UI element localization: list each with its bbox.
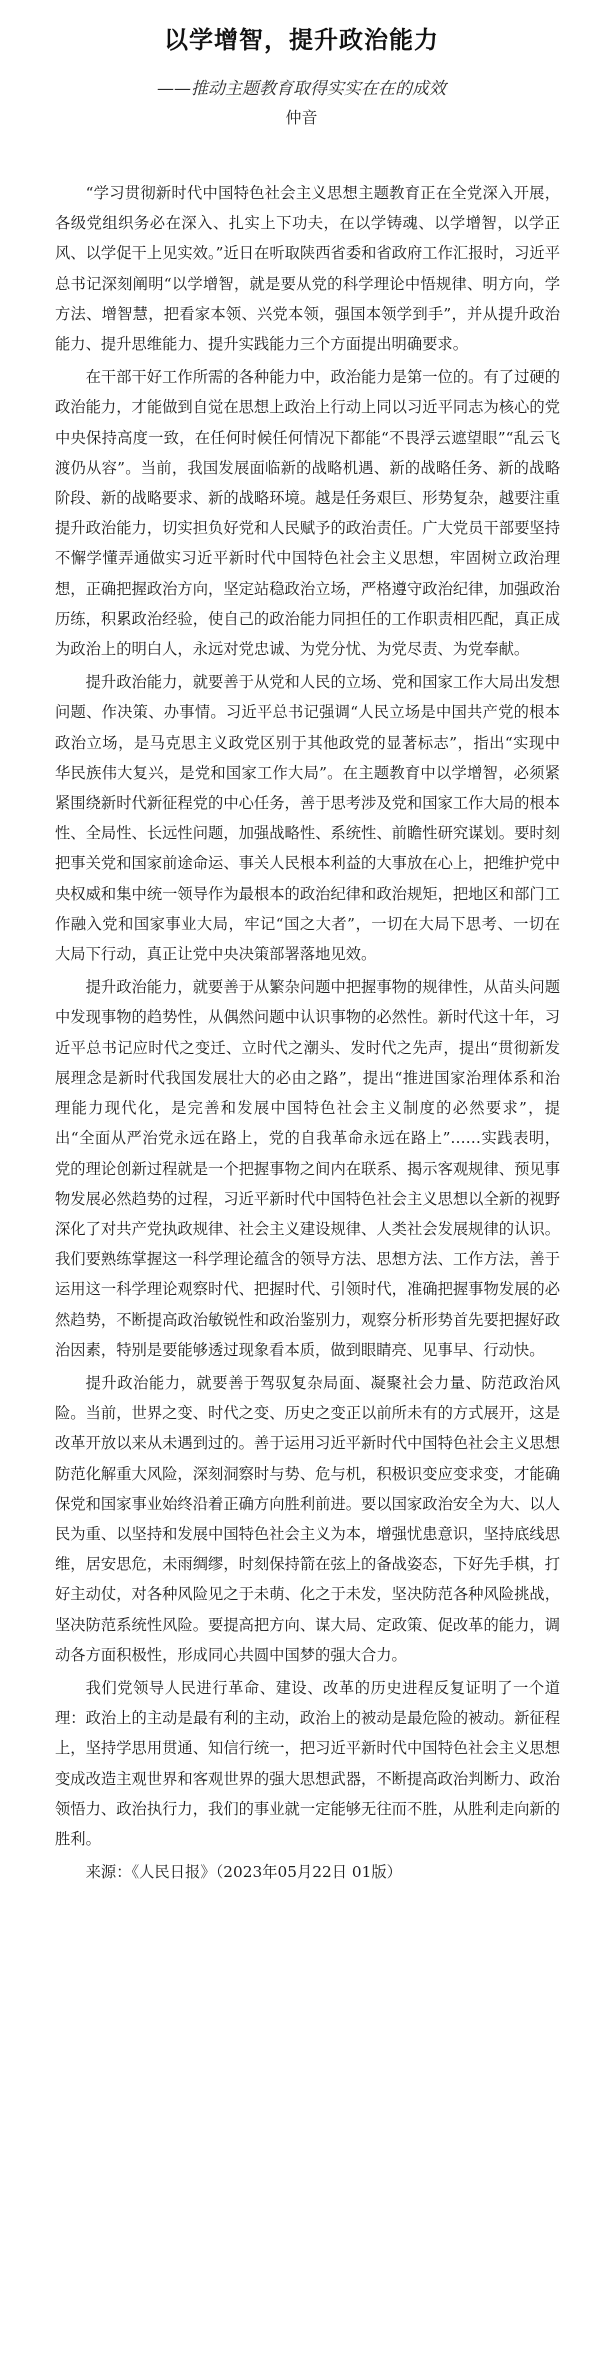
- article-subtitle: ——推动主题教育取得实实在在的成效: [157, 79, 446, 99]
- article-author: 仲音: [285, 108, 318, 127]
- article-source: 来源：《人民日报》（2023年05月22日 01版）: [85, 1863, 402, 1882]
- paragraph: 提升政治能力，就要善于从党和人民的立场、党和国家工作大局出发想问题、作决策、办事情。习近平总书记强调“人民立场是中国共产党的根本政治立场，是马克思主义政党区别于其他政党的显著标志”，指出“实现中华民族伟大复兴，是党和国家工作大局”。在主题教育中以学增智，必须紧紧围绕新时代新征程党的中心任务，善于思考涉及党和国家工作大局的根本性、全局性、长远性问题，加强战略性、系统性、前瞻性研究谋划。要时刻把事关党和国家前途命运、事关人民根本利益的大事放在心上，把维护党中央权威和集中统一领导作为最根本的政治纪律和政治规矩，把地区和部门工作融入党和国家事业大局，牢记“国之大者”，一切在大局下思考、一切在大局下行动，真正让党中央决策部署落地见效。: [55, 673, 560, 964]
- paragraph: 提升政治能力，就要善于从繁杂问题中把握事物的规律性，从苗头问题中发现事物的趋势性，从偶然问题中认识事物的必然性。新时代这十年，习近平总书记应时代之变迁、立时代之潮头、发时代之先声，提出“贯彻新发展理念是新时代我国发展壮大的必由之路”，提出“推进国家治理体系和治理能力现代化，是完善和发展中国特色社会主义制度的必然要求”，提出“全面从严治党永远在路上，党的自我革命永远在路上”……实践表明，党的理论创新过程就是一个把握事物之间内在联系、揭示客观规律、预见事物发展必然趋势的过程，习近平新时代中国特色社会主义思想以全新的视野深化了对共产党执政规律、社会主义建设规律、人类社会发展规律的认识。我们要熟练掌握这一科学理论蕴含的领导方法、思想方法、工作方法，善于运用这一科学理论观察时代、把握时代、引领时代，准确把握事物发展的必然趋势，不断提高政治敏锐性和政治鉴别力，观察分析形势首先要把握好政治因素，特别是要能够透过现象看本质，做到眼睛亮、见事早、行动快。: [55, 978, 560, 1359]
- paragraph: 在干部干好工作所需的各种能力中，政治能力是第一位的。有了过硬的政治能力，才能做到自觉在思想上政治上行动上同以习近平同志为核心的党中央保持高度一致，在任何时候任何情况下都能“不畏浮云遮望眼”“乱云飞渡仍从容”。当前，我国发展面临新的战略机遇、新的战略任务、新的战略阶段、新的战略要求、新的战略环境。越是任务艰巨、形势复杂，越要注重提升政治能力，切实担负好党和人民赋予的政治责任。广大党员干部要坚持不懈学懂弄通做实习近平新时代中国特色社会主义思想，牢固树立政治理想，正确把握政治方向，坚定站稳政治立场，严格遵守政治纪律，加强政治历练，积累政治经验，使自己的政治能力同担任的工作职责相匹配，真正成为政治上的明白人，永远对党忠诚、为党分忧、为党尽责、为党奉献。: [55, 368, 560, 659]
- paragraph: “学习贯彻新时代中国特色社会主义思想主题教育正在全党深入开展，各级党组织务必在深入、扎实上下功夫，在以学铸魂、以学增智，以学正风、以学促干上见实效。”近日在听取陕西省委和省政府工作汇报时，习近平总书记深刻阐明“以学增智，就是要从党的科学理论中悟规律、明方向，学方法、增智慧，把看家本领、兴党本领，强国本领学到手”，并从提升政治能力、提升思维能力、提升实践能力三个方面提出明确要求。: [55, 184, 560, 354]
- paragraph: 我们党领导人民进行革命、建设、改革的历史进程反复证明了一个道理：政治上的主动是最有利的主动，政治上的被动是最危险的被动。新征程上，坚持学思用贯通、知信行统一，把习近平新时代中国特色社会主义思想变成改造主观世界和客观世界的强大思想武器，不断提高政治判断力、政治领悟力、政治执行力，我们的事业就一定能够无往而不胜，从胜利走向新的胜利。: [55, 1678, 560, 1848]
- article-body: [55, 178, 560, 1887]
- paragraph: 提升政治能力，就要善于驾驭复杂局面、凝聚社会力量、防范政治风险。当前，世界之变、时代之变、历史之变正以前所未有的方式展开，这是改革开放以来从未遇到过的。善于运用习近平新时代中国特色社会主义思想防范化解重大风险，深刻洞察时与势、危与机，积极识变应变求变，才能确保党和国家事业始终沿着正确方向胜利前进。要以国家政治安全为大、以人民为重、以坚持和发展中国特色社会主义为本，增强忧患意识，坚持底线思维，居安思危，未雨绸缪，时刻保持箭在弦上的备战姿态，下好先手棋，打好主动仗，对各种风险见之于未萌、化之于未发，坚决防范各种风险挑战，坚决防范系统性风险。要提高把方向、谋大局、定政策、促改革的能力，调动各方面积极性，形成同心共圆中国梦的强大合力。: [55, 1373, 560, 1664]
- article-title: 以学增智，提升政治能力: [164, 26, 439, 54]
